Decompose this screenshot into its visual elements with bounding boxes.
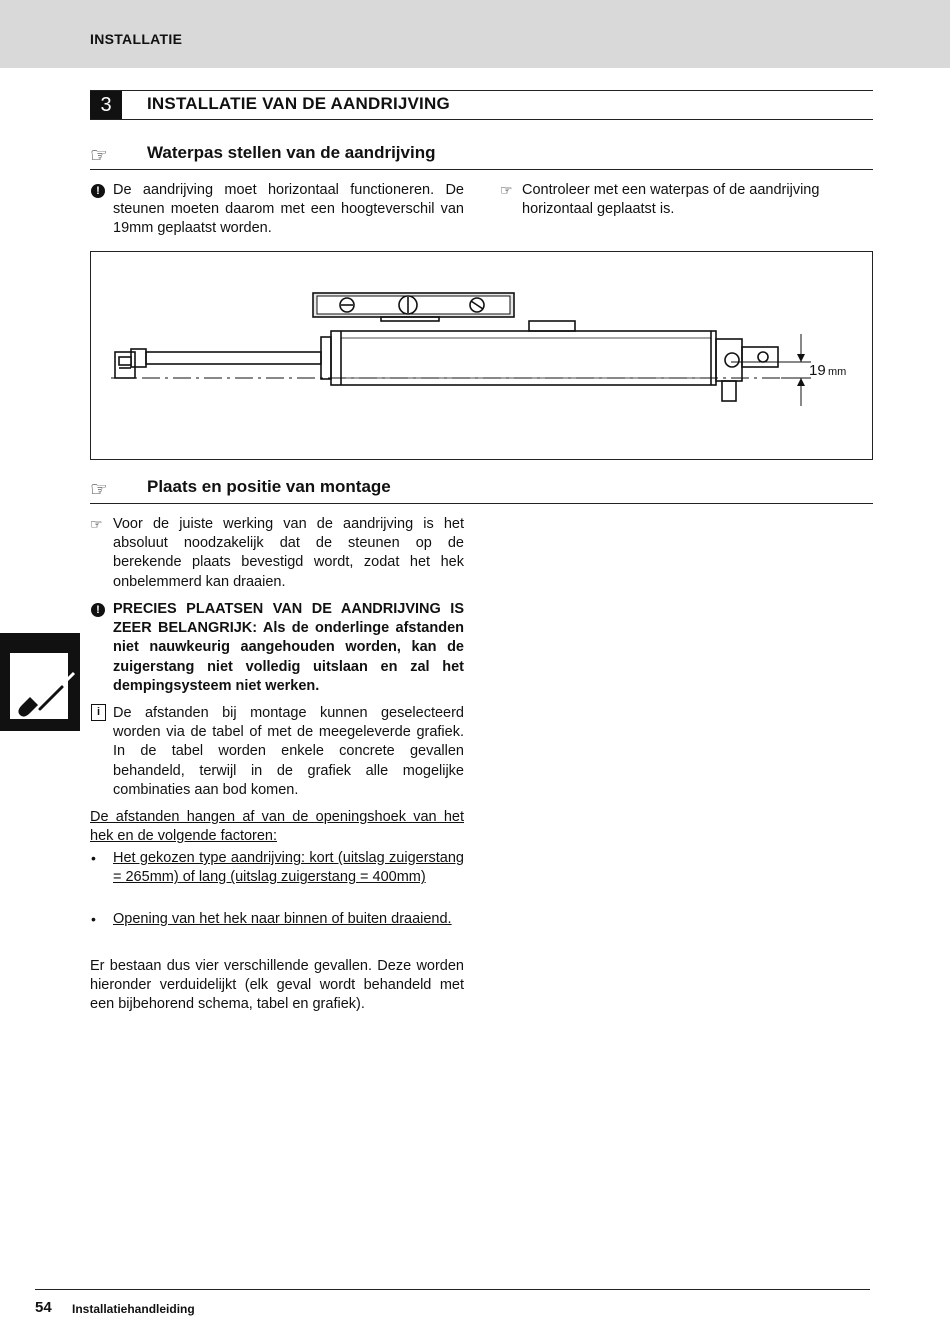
pointing-hand-icon: ☞ <box>90 516 103 532</box>
section-title: Plaats en positie van montage <box>147 477 391 496</box>
factor-list-item: Opening van het hek naar binnen of buiten draaiend. <box>113 911 452 927</box>
section-title: Waterpas stellen van de aandrijving <box>147 143 436 162</box>
chapter-number: 3 <box>90 91 122 119</box>
info-icon: i <box>91 704 106 721</box>
header-title: INSTALLATIE <box>90 31 183 47</box>
pointing-hand-icon: ☞ <box>90 479 108 501</box>
factor-list-item: Het gekozen type aandrijving: kort (uitslag zuigerstang = 265mm) of lang (uitslag zuigerstang = 400mm) <box>113 850 464 886</box>
section-heading-waterpas <box>90 139 873 170</box>
installation-tab <box>0 633 80 731</box>
pointing-hand-icon: ☞ <box>500 182 513 198</box>
actuator-drawing <box>91 252 872 459</box>
bullet-marker: • <box>91 850 96 866</box>
section2-info-paragraph: De afstanden bij montage kunnen geselecteerd worden via de tabel of met de meegeleverde grafiek. In de tabel worden enkele concrete gevallen behandeld, terwijl in de grafiek alle mogelijke combinaties aan bod komen. <box>113 705 464 798</box>
page-number: 54 <box>35 1299 52 1316</box>
warning-icon: ! <box>91 603 105 617</box>
chapter-title: INSTALLATIE VAN DE AANDRIJVING <box>147 94 450 113</box>
screwdriver-icon <box>0 633 80 731</box>
chapter-heading <box>90 90 873 120</box>
section2-paragraph-1: Voor de juiste werking van de aandrijving is het absoluut noodzakelijk dat de steunen op de berekende plaats bevestigd wordt, zodat het hek onbelemmerd kan draaien. <box>113 516 464 590</box>
warning-icon: ! <box>91 184 105 198</box>
pointing-hand-icon: ☞ <box>90 145 108 167</box>
section2-closing-paragraph: Er bestaan dus vier verschillende gevallen. Deze worden hieronder verduidelijkt (elk geval wordt behandeld met een bijbehorend schema, tabel en grafiek). <box>90 958 464 1013</box>
dimension-value: 19 <box>809 362 826 379</box>
dimension-unit: mm <box>828 366 847 378</box>
section2-factors-intro: De afstanden hangen af van de openingshoek van het hek en de volgende factoren: <box>90 809 464 845</box>
footer-label: Installatiehandleiding <box>72 1302 195 1316</box>
section1-right-text: Controleer met een waterpas of de aandrijving horizontaal geplaatst is. <box>522 182 820 218</box>
section1-left-text: De aandrijving moet horizontaal functioneren. De steunen moeten daarom met een hoogteverschil van 19mm geplaatst worden. <box>113 182 464 237</box>
bullet-marker: • <box>91 911 96 927</box>
section-heading-plaats <box>90 473 873 504</box>
footer-rule <box>35 1289 870 1290</box>
actuator-level-figure <box>90 251 873 460</box>
section2-warning-paragraph: PRECIES PLAATSEN VAN DE AANDRIJVING IS ZEER BELANGRIJK: Als de onderlinge afstanden niet nauwkeurig aangehouden worden, kan de zuigerstang niet volledig uitslaan en zal het dempingsysteem niet werken. <box>113 601 464 694</box>
